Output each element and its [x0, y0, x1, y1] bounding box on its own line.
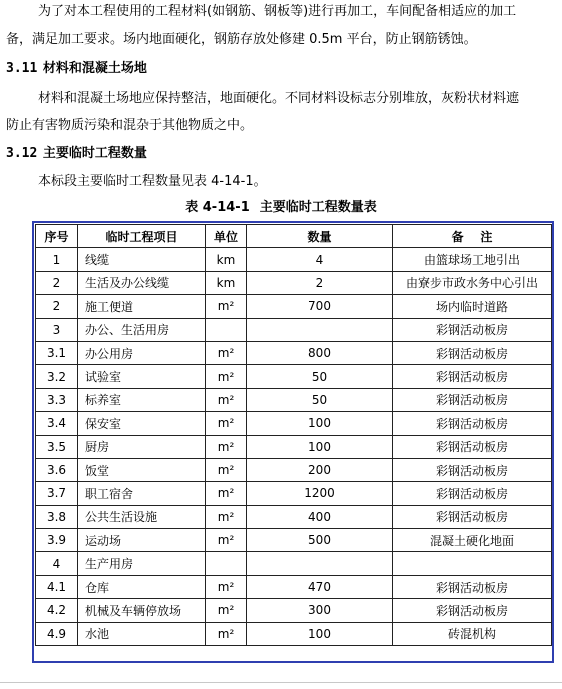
- cell-no: 3.1: [36, 341, 78, 364]
- cell-item: 公共生活设施: [78, 505, 206, 528]
- cell-note: 彩钢活动板房: [393, 482, 552, 505]
- cell-note: 混凝土硬化地面: [393, 529, 552, 552]
- cell-note: 彩钢活动板房: [393, 388, 552, 411]
- table-row: [36, 622, 552, 645]
- cell-no: 3.7: [36, 482, 78, 505]
- cell-note: 彩钢活动板房: [393, 505, 552, 528]
- cell-quantity: [247, 552, 393, 575]
- table-row: [36, 529, 552, 552]
- cell-unit: m²: [206, 365, 247, 388]
- table-frame: [32, 221, 554, 663]
- cell-unit: m²: [206, 622, 247, 645]
- table-row: [36, 295, 552, 318]
- table-header-row: [36, 225, 552, 248]
- table-row: [36, 435, 552, 458]
- cell-unit: m²: [206, 412, 247, 435]
- cell-item: 保安室: [78, 412, 206, 435]
- table-row: [36, 458, 552, 481]
- cell-no: 3.9: [36, 529, 78, 552]
- cell-unit: m²: [206, 482, 247, 505]
- cell-note: 由寮步市政水务中心引出: [393, 271, 552, 294]
- cell-unit: m²: [206, 575, 247, 598]
- cell-item: 机械及车辆停放场: [78, 599, 206, 622]
- cell-note: 彩钢活动板房: [393, 435, 552, 458]
- cell-unit: m²: [206, 505, 247, 528]
- cell-unit: km: [206, 248, 247, 271]
- cell-unit: m²: [206, 599, 247, 622]
- cell-unit: m²: [206, 341, 247, 364]
- header-unit: 单位: [206, 225, 247, 248]
- cell-no: 3.8: [36, 505, 78, 528]
- cell-note: 彩钢活动板房: [393, 412, 552, 435]
- cell-unit: m²: [206, 435, 247, 458]
- cell-quantity: 4: [247, 248, 393, 271]
- cell-item: 饭堂: [78, 458, 206, 481]
- cell-note: 由篮球场工地引出: [393, 248, 552, 271]
- cell-quantity: 470: [247, 575, 393, 598]
- cell-no: 3.4: [36, 412, 78, 435]
- table-row: [36, 505, 552, 528]
- cell-item: 生活及办公线缆: [78, 271, 206, 294]
- cell-unit: m²: [206, 388, 247, 411]
- cell-item: 施工便道: [78, 295, 206, 318]
- cell-no: 4.1: [36, 575, 78, 598]
- cell-item: 职工宿舍: [78, 482, 206, 505]
- header-quantity: 数量: [247, 225, 393, 248]
- header-item: 临时工程项目: [78, 225, 206, 248]
- cell-no: 4.9: [36, 622, 78, 645]
- paragraph-1: 为了对本工程使用的工程材料(如钢筋、钢板等)进行再加工，车间配备相适应的加工: [38, 4, 517, 19]
- table-row: [36, 575, 552, 598]
- cell-item: 办公用房: [78, 341, 206, 364]
- cell-note: 彩钢活动板房: [393, 458, 552, 481]
- section-title: 材料和混凝土场地: [42, 61, 147, 76]
- table-row: [36, 341, 552, 364]
- cell-item: 线缆: [78, 248, 206, 271]
- table-row: [36, 482, 552, 505]
- section-number: 3.12: [6, 146, 38, 161]
- table-row: [36, 271, 552, 294]
- cell-item: 标养室: [78, 388, 206, 411]
- cell-item: 水池: [78, 622, 206, 645]
- cell-no: 3.5: [36, 435, 78, 458]
- paragraph-2: 备，满足加工要求。场内地面硬化，钢筋存放处修建 0.5m 平台，防止钢筋锈蚀。: [6, 32, 477, 47]
- table-caption-number: 表 4-14-1: [185, 200, 250, 215]
- cell-no: 1: [36, 248, 78, 271]
- cell-quantity: 50: [247, 388, 393, 411]
- table-row: [36, 248, 552, 271]
- section-title: 主要临时工程数量: [42, 146, 147, 161]
- cell-no: 3.6: [36, 458, 78, 481]
- cell-quantity: 2: [247, 271, 393, 294]
- cell-no: 4.2: [36, 599, 78, 622]
- cell-quantity: 50: [247, 365, 393, 388]
- section-number: 3.11: [6, 61, 38, 76]
- cell-item: 办公、生活用房: [78, 318, 206, 341]
- cell-no: 3.2: [36, 365, 78, 388]
- cell-item: 试验室: [78, 365, 206, 388]
- cell-quantity: 100: [247, 412, 393, 435]
- cell-unit: m²: [206, 458, 247, 481]
- cell-unit: m²: [206, 295, 247, 318]
- table-caption-title: 主要临时工程数量表: [259, 200, 377, 215]
- cell-note: 彩钢活动板房: [393, 599, 552, 622]
- cell-item: 生产用房: [78, 552, 206, 575]
- cell-note: 场内临时道路: [393, 295, 552, 318]
- cell-no: 3.3: [36, 388, 78, 411]
- cell-note: 彩钢活动板房: [393, 318, 552, 341]
- cell-unit: [206, 552, 247, 575]
- cell-quantity: 400: [247, 505, 393, 528]
- cell-item: 运动场: [78, 529, 206, 552]
- cell-note: 彩钢活动板房: [393, 341, 552, 364]
- cell-note: 砖混机构: [393, 622, 552, 645]
- section-heading-3-11: [6, 60, 147, 78]
- cell-no: 2: [36, 271, 78, 294]
- section-heading-3-12: [6, 145, 147, 163]
- temporary-works-table: [35, 224, 552, 646]
- table-body: [36, 248, 552, 646]
- cell-note: 彩钢活动板房: [393, 575, 552, 598]
- cell-unit: [206, 318, 247, 341]
- cell-quantity: 800: [247, 341, 393, 364]
- cell-quantity: 300: [247, 599, 393, 622]
- cell-quantity: 200: [247, 458, 393, 481]
- cell-note: [393, 552, 552, 575]
- cell-item: 厨房: [78, 435, 206, 458]
- divider: [0, 682, 562, 683]
- cell-note: 彩钢活动板房: [393, 365, 552, 388]
- table-row: [36, 365, 552, 388]
- cell-quantity: 100: [247, 435, 393, 458]
- paragraph-3: 材料和混凝土场地应保持整洁，地面硬化。不同材料设标志分别堆放，灰粉状材料遮: [38, 91, 520, 106]
- paragraph-4: 防止有害物质污染和混杂于其他物质之中。: [6, 118, 254, 133]
- table-caption: [0, 199, 562, 217]
- cell-item: 仓库: [78, 575, 206, 598]
- cell-quantity: [247, 318, 393, 341]
- table-row: [36, 412, 552, 435]
- cell-no: 3: [36, 318, 78, 341]
- cell-no: 2: [36, 295, 78, 318]
- table-row: [36, 599, 552, 622]
- cell-quantity: 500: [247, 529, 393, 552]
- cell-quantity: 100: [247, 622, 393, 645]
- paragraph-5: 本标段主要临时工程数量见表 4-14-1。: [38, 174, 267, 189]
- header-note: 备 注: [393, 225, 552, 248]
- cell-quantity: 1200: [247, 482, 393, 505]
- cell-quantity: 700: [247, 295, 393, 318]
- table-row: [36, 318, 552, 341]
- cell-unit: m²: [206, 529, 247, 552]
- cell-unit: km: [206, 271, 247, 294]
- header-no: 序号: [36, 225, 78, 248]
- table-row: [36, 552, 552, 575]
- cell-no: 4: [36, 552, 78, 575]
- table-row: [36, 388, 552, 411]
